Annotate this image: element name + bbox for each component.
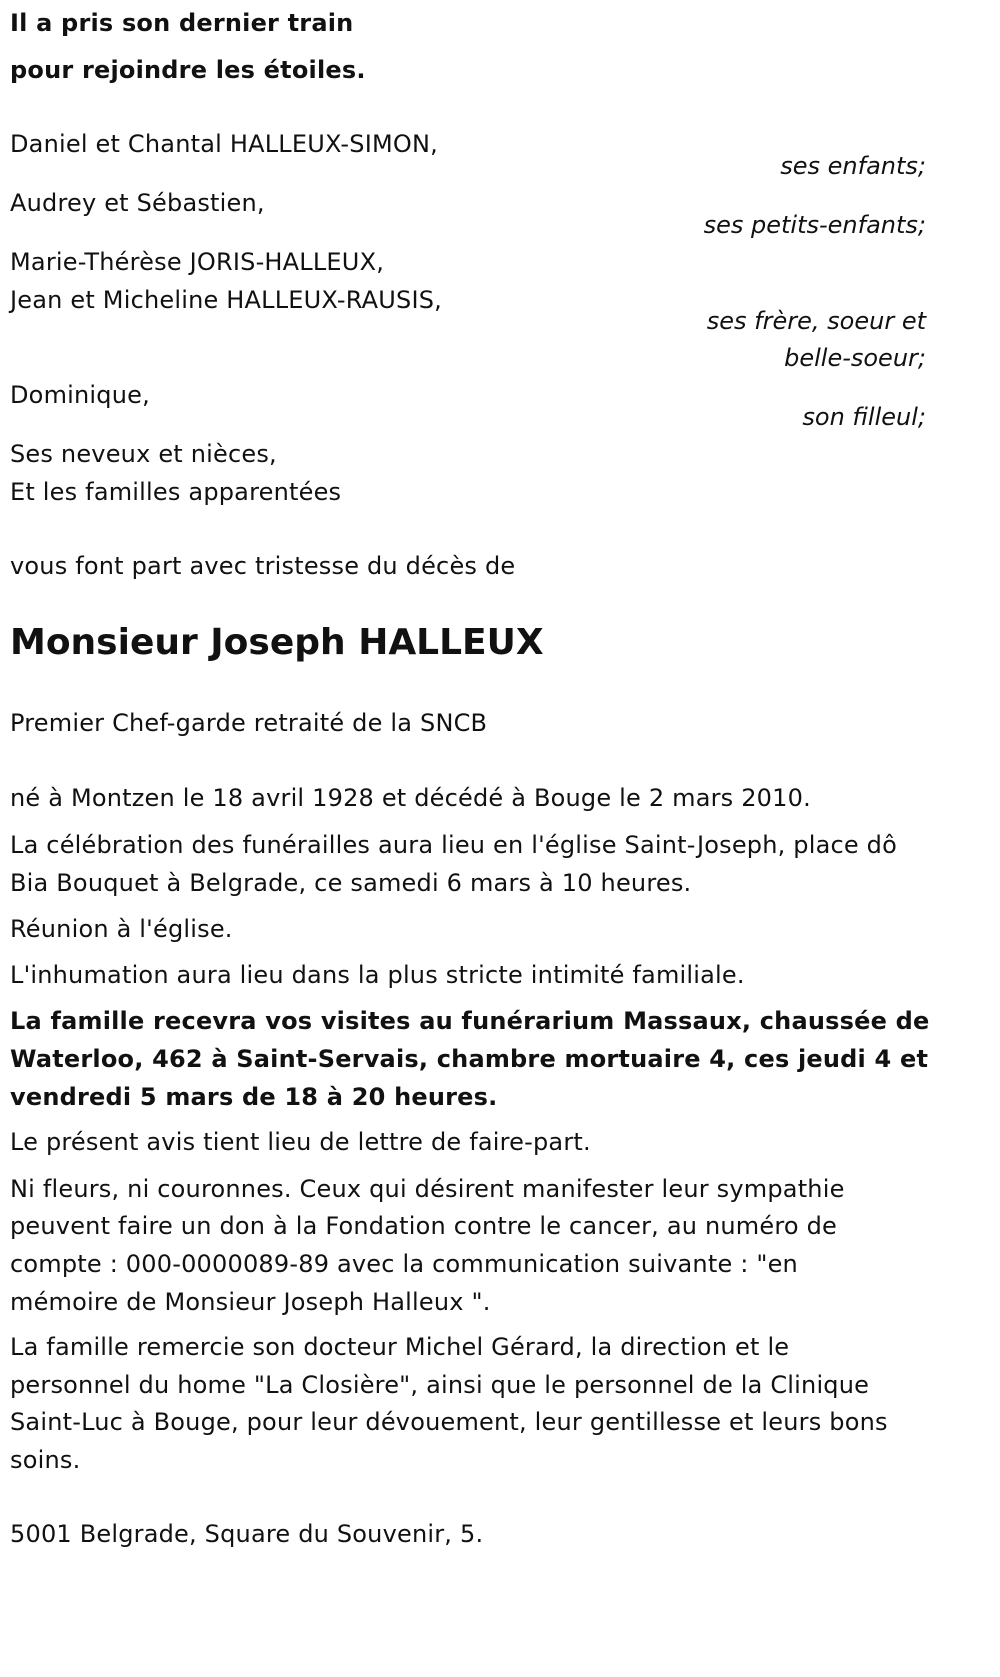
family-grandchildren-relation: ses petits-enfants; <box>703 211 926 239</box>
notice-text: Le présent avis tient lieu de lettre de faire-part. <box>10 1128 591 1156</box>
family-children-relation: ses enfants; <box>780 152 926 180</box>
family-nephews-nieces: Ses neveux et nièces, <box>10 440 277 468</box>
flowers-line-1: Ni fleurs, ni couronnes. Ceux qui désirent manifester leur sympathie <box>10 1175 845 1203</box>
funeral-info-line-1: La célébration des funérailles aura lieu en l'église Saint-Joseph, place dô <box>10 831 898 859</box>
meeting-info: Réunion à l'église. <box>10 915 233 943</box>
thanks-line-2: personnel du home "La Closière", ainsi que le personnel de la Clinique <box>10 1371 870 1399</box>
family-godson-name: Dominique, <box>10 381 150 409</box>
epigraph-line-1: Il a pris son dernier train <box>10 9 354 37</box>
deceased-name: Monsieur Joseph HALLEUX <box>10 622 544 663</box>
family-siblings-relation-2: belle-soeur; <box>784 344 926 372</box>
funeral-info-line-2: Bia Bouquet à Belgrade, ce samedi 6 mars à 10 heures. <box>10 869 692 897</box>
family-siblings-relation-1: ses frère, soeur et <box>706 307 926 335</box>
thanks-line-1: La famille remercie son docteur Michel Gérard, la direction et le <box>10 1333 790 1361</box>
visits-info-line-1: La famille recevra vos visites au funérarium Massaux, chaussée de <box>10 1007 930 1035</box>
announcement-text: vous font part avec tristesse du décès de <box>10 552 516 580</box>
thanks-line-3: Saint-Luc à Bouge, pour leur dévouement, leur gentillesse et leurs bons <box>10 1408 888 1436</box>
family-relatives: Et les familles apparentées <box>10 478 342 506</box>
family-address: 5001 Belgrade, Square du Souvenir, 5. <box>10 1520 484 1548</box>
family-children-names: Daniel et Chantal HALLEUX-SIMON, <box>10 130 438 158</box>
visits-info-line-2: Waterloo, 462 à Saint-Servais, chambre mortuaire 4, ces jeudi 4 et <box>10 1045 929 1073</box>
birth-death-info: né à Montzen le 18 avril 1928 et décédé à Bouge le 2 mars 2010. <box>10 784 811 812</box>
family-grandchildren-names: Audrey et Sébastien, <box>10 189 265 217</box>
flowers-line-3: compte : 000-0000089-89 avec la communication suivante : "en <box>10 1250 798 1278</box>
family-siblings-name-2: Jean et Micheline HALLEUX-RAUSIS, <box>10 286 442 314</box>
flowers-line-4: mémoire de Monsieur Joseph Halleux ". <box>10 1288 491 1316</box>
visits-info-line-3: vendredi 5 mars de 18 à 20 heures. <box>10 1083 498 1111</box>
thanks-line-4: soins. <box>10 1446 81 1474</box>
family-godson-relation: son filleul; <box>802 403 926 431</box>
epigraph-line-2: pour rejoindre les étoiles. <box>10 56 366 84</box>
family-siblings-name-1: Marie-Thérèse JORIS-HALLEUX, <box>10 248 385 276</box>
flowers-line-2: peuvent faire un don à la Fondation contre le cancer, au numéro de <box>10 1212 837 1240</box>
burial-info: L'inhumation aura lieu dans la plus stricte intimité familiale. <box>10 961 745 989</box>
deceased-title: Premier Chef-garde retraité de la SNCB <box>10 709 488 737</box>
